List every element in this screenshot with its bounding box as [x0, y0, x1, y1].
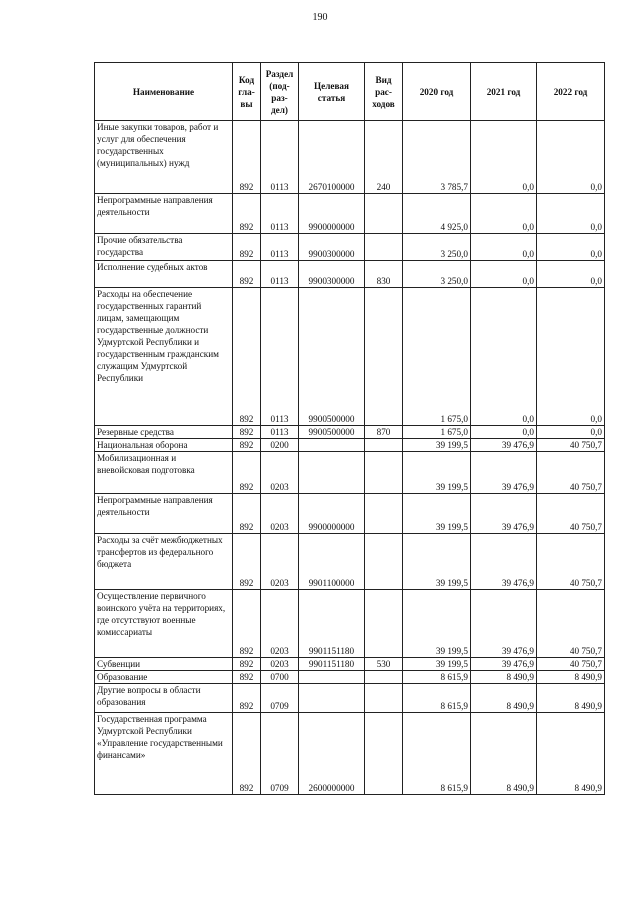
- row-code: 892: [233, 658, 261, 671]
- row-name: Резервные средства: [95, 426, 233, 439]
- row-2020: 8 615,9: [403, 684, 471, 713]
- row-target: [299, 452, 365, 494]
- row-2020: 1 675,0: [403, 288, 471, 426]
- row-name: Государственная программа Удмуртской Республики «Управление государственными финансами»: [95, 713, 233, 795]
- table-row: [95, 452, 605, 494]
- row-2020: 3 250,0: [403, 261, 471, 288]
- row-target: 9900000000: [299, 194, 365, 234]
- row-code: 892: [233, 194, 261, 234]
- row-code: 892: [233, 234, 261, 261]
- row-2021: 39 476,9: [471, 452, 537, 494]
- row-code: 892: [233, 121, 261, 194]
- row-2021: 8 490,9: [471, 684, 537, 713]
- row-section: 0203: [261, 494, 299, 534]
- row-code: 892: [233, 494, 261, 534]
- row-section: 0113: [261, 194, 299, 234]
- row-code: 892: [233, 452, 261, 494]
- row-2022: 40 750,7: [537, 439, 605, 452]
- table-row: [95, 426, 605, 439]
- row-code: 892: [233, 439, 261, 452]
- table-header-row: [95, 63, 605, 121]
- row-2022: 8 490,9: [537, 713, 605, 795]
- row-name: Прочие обязательства государства: [95, 234, 233, 261]
- row-code: 892: [233, 261, 261, 288]
- row-2021: 39 476,9: [471, 590, 537, 658]
- budget-table: [94, 62, 605, 795]
- row-2021: 0,0: [471, 121, 537, 194]
- row-section: 0709: [261, 713, 299, 795]
- table-row: [95, 534, 605, 590]
- row-2022: 40 750,7: [537, 590, 605, 658]
- row-2021: 39 476,9: [471, 658, 537, 671]
- row-2021: 39 476,9: [471, 439, 537, 452]
- row-type: [365, 439, 403, 452]
- row-section: 0203: [261, 590, 299, 658]
- row-2022: 0,0: [537, 121, 605, 194]
- row-2021: 0,0: [471, 426, 537, 439]
- header-type: Вид рас-ходов: [365, 63, 403, 121]
- row-section: 0200: [261, 439, 299, 452]
- row-2022: 0,0: [537, 288, 605, 426]
- row-type: 530: [365, 658, 403, 671]
- row-target: 9901151180: [299, 590, 365, 658]
- row-2022: 8 490,9: [537, 671, 605, 684]
- row-2021: 0,0: [471, 194, 537, 234]
- row-code: 892: [233, 671, 261, 684]
- row-target: 2670100000: [299, 121, 365, 194]
- table-row: [95, 494, 605, 534]
- row-2020: 3 785,7: [403, 121, 471, 194]
- row-name: Иные закупки товаров, работ и услуг для обеспечения государственных (муниципальных) нужд: [95, 121, 233, 194]
- row-type: [365, 534, 403, 590]
- row-code: 892: [233, 534, 261, 590]
- row-name: Национальная оборона: [95, 439, 233, 452]
- row-type: [365, 494, 403, 534]
- row-type: [365, 684, 403, 713]
- row-2022: 0,0: [537, 426, 605, 439]
- table-row: [95, 658, 605, 671]
- row-2022: 40 750,7: [537, 534, 605, 590]
- row-section: 0709: [261, 684, 299, 713]
- table-row: [95, 439, 605, 452]
- row-2021: 0,0: [471, 261, 537, 288]
- row-type: 240: [365, 121, 403, 194]
- row-code: 892: [233, 684, 261, 713]
- row-name: Непрограммные направления деятельности: [95, 494, 233, 534]
- header-2020: 2020 год: [403, 63, 471, 121]
- row-2020: 8 615,9: [403, 713, 471, 795]
- row-section: 0113: [261, 426, 299, 439]
- table-row: [95, 121, 605, 194]
- row-2020: 8 615,9: [403, 671, 471, 684]
- page-number: 190: [312, 12, 328, 23]
- row-target: 9900300000: [299, 234, 365, 261]
- header-section: Раздел (под-раз-дел): [261, 63, 299, 121]
- header-2021: 2021 год: [471, 63, 537, 121]
- row-type: [365, 194, 403, 234]
- row-type: [365, 590, 403, 658]
- row-type: 830: [365, 261, 403, 288]
- row-code: 892: [233, 426, 261, 439]
- row-type: [365, 288, 403, 426]
- table-row: [95, 261, 605, 288]
- row-section: 0113: [261, 234, 299, 261]
- row-2020: 1 675,0: [403, 426, 471, 439]
- row-section: 0203: [261, 534, 299, 590]
- table-row: [95, 590, 605, 658]
- row-type: [365, 671, 403, 684]
- row-2021: 0,0: [471, 288, 537, 426]
- table-row: [95, 234, 605, 261]
- row-2021: 39 476,9: [471, 534, 537, 590]
- row-2020: 4 925,0: [403, 194, 471, 234]
- header-code: Код гла-вы: [233, 63, 261, 121]
- header-target: Целевая статья: [299, 63, 365, 121]
- row-section: 0700: [261, 671, 299, 684]
- row-section: 0203: [261, 658, 299, 671]
- row-2020: 39 199,5: [403, 494, 471, 534]
- row-type: [365, 713, 403, 795]
- row-2021: 0,0: [471, 234, 537, 261]
- row-target: [299, 671, 365, 684]
- row-2020: 39 199,5: [403, 534, 471, 590]
- row-section: 0203: [261, 452, 299, 494]
- row-2022: 40 750,7: [537, 452, 605, 494]
- row-name: Образование: [95, 671, 233, 684]
- row-section: 0113: [261, 121, 299, 194]
- table-row: [95, 713, 605, 795]
- row-target: [299, 439, 365, 452]
- row-target: 9901151180: [299, 658, 365, 671]
- row-name: Расходы на обеспечение государственных гарантий лицам, замещающим государственные должности Удмуртской Республики и государственным гражданским служащим Удмуртской Республики: [95, 288, 233, 426]
- row-2020: 39 199,5: [403, 439, 471, 452]
- row-2021: 39 476,9: [471, 494, 537, 534]
- header-2022: 2022 год: [537, 63, 605, 121]
- row-name: Расходы за счёт межбюджетных трансфертов из федерального бюджета: [95, 534, 233, 590]
- table-row: [95, 684, 605, 713]
- row-section: 0113: [261, 288, 299, 426]
- row-target: 9900000000: [299, 494, 365, 534]
- row-target: 9900500000: [299, 288, 365, 426]
- row-2021: 8 490,9: [471, 671, 537, 684]
- row-section: 0113: [261, 261, 299, 288]
- row-name: Исполнение судебных актов: [95, 261, 233, 288]
- table-row: [95, 288, 605, 426]
- row-type: [365, 234, 403, 261]
- table-row: [95, 194, 605, 234]
- row-2022: 0,0: [537, 234, 605, 261]
- row-2021: 8 490,9: [471, 713, 537, 795]
- row-2022: 0,0: [537, 194, 605, 234]
- row-2022: 40 750,7: [537, 494, 605, 534]
- row-2020: 3 250,0: [403, 234, 471, 261]
- row-target: 9900500000: [299, 426, 365, 439]
- row-target: 9900300000: [299, 261, 365, 288]
- row-target: 9901100000: [299, 534, 365, 590]
- row-2020: 39 199,5: [403, 452, 471, 494]
- row-name: Осуществление первичного воинского учёта на территориях, где отсутствуют военные комиссариаты: [95, 590, 233, 658]
- row-name: Субвенции: [95, 658, 233, 671]
- row-2020: 39 199,5: [403, 658, 471, 671]
- row-code: 892: [233, 590, 261, 658]
- row-type: [365, 452, 403, 494]
- row-code: 892: [233, 713, 261, 795]
- row-name: Другие вопросы в области образования: [95, 684, 233, 713]
- row-2022: 0,0: [537, 261, 605, 288]
- row-name: Мобилизационная и вневойсковая подготовка: [95, 452, 233, 494]
- row-target: [299, 684, 365, 713]
- row-target: 2600000000: [299, 713, 365, 795]
- table-row: [95, 671, 605, 684]
- header-name: Наименование: [95, 63, 233, 121]
- row-code: 892: [233, 288, 261, 426]
- row-2020: 39 199,5: [403, 590, 471, 658]
- row-type: 870: [365, 426, 403, 439]
- row-2022: 40 750,7: [537, 658, 605, 671]
- row-2022: 8 490,9: [537, 684, 605, 713]
- row-name: Непрограммные направления деятельности: [95, 194, 233, 234]
